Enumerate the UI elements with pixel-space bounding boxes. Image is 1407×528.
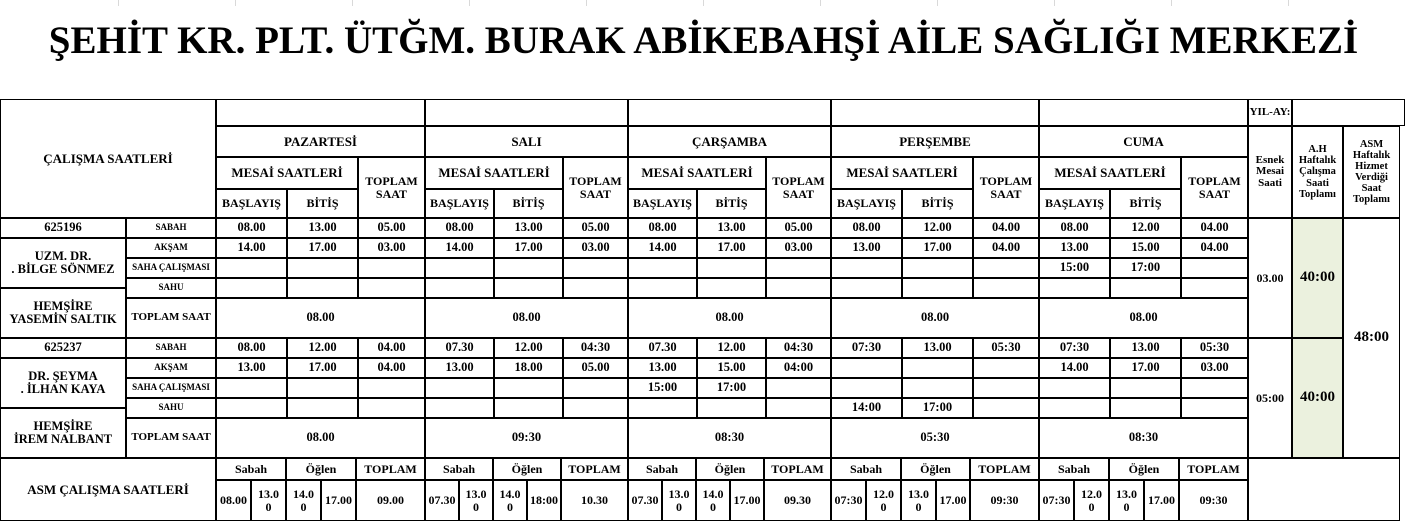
time-cell[interactable]: 13.00 bbox=[628, 358, 697, 378]
esnek-header[interactable]: Esnek Mesai Saati bbox=[1248, 126, 1292, 218]
baslayis-header[interactable]: BAŞLAYIŞ bbox=[628, 189, 697, 218]
asm-hour-cell[interactable]: 14.0 0 bbox=[696, 480, 730, 521]
time-cell[interactable]: 03.00 bbox=[358, 238, 425, 258]
time-cell[interactable] bbox=[563, 258, 628, 278]
time-cell[interactable] bbox=[697, 258, 766, 278]
day-total[interactable]: 08.00 bbox=[831, 298, 1039, 338]
time-cell[interactable]: 17:00 bbox=[697, 378, 766, 398]
time-cell[interactable]: 14.00 bbox=[216, 238, 287, 258]
nurse-name[interactable]: HEMŞİRE YASEMİN SALTIK bbox=[0, 288, 126, 338]
time-cell[interactable]: 12.00 bbox=[697, 338, 766, 358]
sabah-header[interactable]: Sabah bbox=[425, 458, 493, 480]
time-cell[interactable] bbox=[1110, 378, 1181, 398]
bitis-header[interactable]: BİTİŞ bbox=[287, 189, 358, 218]
time-cell[interactable] bbox=[697, 278, 766, 298]
time-cell[interactable]: 15:00 bbox=[628, 378, 697, 398]
time-cell[interactable] bbox=[902, 258, 973, 278]
oglen-header[interactable]: Öğlen bbox=[901, 458, 970, 480]
time-cell[interactable]: 08.00 bbox=[425, 218, 494, 238]
time-cell[interactable] bbox=[766, 378, 831, 398]
day-total[interactable]: 08.00 bbox=[216, 298, 425, 338]
time-cell[interactable]: 05:30 bbox=[973, 338, 1039, 358]
asm-hour-cell[interactable]: 13.0 0 bbox=[662, 480, 696, 521]
toplam-saat-header[interactable]: TOPLAM SAAT bbox=[766, 157, 831, 218]
time-cell[interactable] bbox=[1039, 378, 1110, 398]
time-cell[interactable]: 04:30 bbox=[563, 338, 628, 358]
sabah-header[interactable]: Sabah bbox=[831, 458, 901, 480]
time-cell[interactable] bbox=[831, 358, 902, 378]
time-cell[interactable] bbox=[831, 378, 902, 398]
time-cell[interactable] bbox=[1181, 378, 1248, 398]
time-cell[interactable] bbox=[216, 398, 287, 418]
time-cell[interactable]: 04.00 bbox=[1181, 218, 1248, 238]
day-header[interactable]: SALI bbox=[425, 126, 628, 157]
day-blank-header[interactable] bbox=[628, 99, 831, 126]
nurse-name[interactable]: HEMŞİRE İREM NALBANT bbox=[0, 408, 126, 458]
sabah-header[interactable]: Sabah bbox=[628, 458, 696, 480]
time-cell[interactable]: 13.00 bbox=[902, 338, 973, 358]
time-cell[interactable] bbox=[425, 398, 494, 418]
time-cell[interactable]: 17.00 bbox=[902, 238, 973, 258]
day-header[interactable]: PAZARTESİ bbox=[216, 126, 425, 157]
time-cell[interactable] bbox=[287, 278, 358, 298]
time-cell[interactable]: 17.00 bbox=[1110, 358, 1181, 378]
yil-ay-label[interactable]: YIL-AY: bbox=[1248, 99, 1292, 126]
time-cell[interactable] bbox=[628, 258, 697, 278]
time-cell[interactable]: 08.00 bbox=[216, 338, 287, 358]
time-cell[interactable] bbox=[1110, 278, 1181, 298]
mesai-saatleri-header[interactable]: MESAİ SAATLERİ bbox=[1039, 157, 1181, 189]
bitis-header[interactable]: BİTİŞ bbox=[697, 189, 766, 218]
day-blank-header[interactable] bbox=[425, 99, 628, 126]
gridline bbox=[235, 0, 236, 6]
ah-header[interactable]: A.H Haftalık Çalışma Saati Toplamı bbox=[1292, 126, 1343, 218]
time-cell[interactable]: 13.00 bbox=[1110, 338, 1181, 358]
doctor-name[interactable]: UZM. DR. . BİLGE SÖNMEZ bbox=[0, 238, 126, 288]
time-cell[interactable] bbox=[973, 258, 1039, 278]
time-cell[interactable]: 08.00 bbox=[1039, 218, 1110, 238]
asm-hour-cell[interactable]: 09.30 bbox=[764, 480, 831, 521]
time-cell[interactable]: 13.00 bbox=[216, 358, 287, 378]
time-cell[interactable]: 14:00 bbox=[831, 398, 902, 418]
time-cell[interactable] bbox=[628, 278, 697, 298]
time-cell[interactable] bbox=[287, 398, 358, 418]
asm-total[interactable]: 48:00 bbox=[1343, 218, 1400, 458]
time-cell[interactable]: 13.00 bbox=[1039, 238, 1110, 258]
gridline bbox=[586, 0, 587, 6]
time-cell[interactable]: 05:30 bbox=[1181, 338, 1248, 358]
asm-hours-blank[interactable] bbox=[1248, 458, 1400, 521]
time-cell[interactable]: 07:30 bbox=[1039, 338, 1110, 358]
gridline bbox=[1054, 0, 1055, 6]
ah-total[interactable]: 40:00 bbox=[1292, 338, 1343, 458]
time-cell[interactable]: 12.00 bbox=[287, 338, 358, 358]
day-total[interactable]: 08.00 bbox=[1039, 298, 1248, 338]
bitis-header[interactable]: BİTİŞ bbox=[902, 189, 973, 218]
time-cell[interactable] bbox=[1039, 278, 1110, 298]
time-cell[interactable] bbox=[494, 258, 563, 278]
row-label[interactable]: SAHU bbox=[126, 278, 216, 298]
asm-hour-cell[interactable]: 17.00 bbox=[730, 480, 764, 521]
asm-hour-cell[interactable]: 13.0 0 bbox=[1109, 480, 1144, 521]
time-cell[interactable]: 04.00 bbox=[358, 338, 425, 358]
asm-hour-cell[interactable]: 13.0 0 bbox=[251, 480, 286, 521]
time-cell[interactable]: 13.00 bbox=[494, 218, 563, 238]
mesai-saatleri-header[interactable]: MESAİ SAATLERİ bbox=[831, 157, 973, 189]
asm-hour-cell[interactable]: 08.00 bbox=[216, 480, 251, 521]
time-cell[interactable]: 14.00 bbox=[1039, 358, 1110, 378]
sabah-header[interactable]: Sabah bbox=[216, 458, 286, 480]
time-cell[interactable] bbox=[766, 278, 831, 298]
day-total[interactable]: 08:30 bbox=[1039, 418, 1248, 458]
asm-hour-cell[interactable]: 07:30 bbox=[1039, 480, 1074, 521]
toplam-header[interactable]: TOPLAM bbox=[1179, 458, 1248, 480]
oglen-header[interactable]: Öğlen bbox=[696, 458, 764, 480]
bitis-header[interactable]: BİTİŞ bbox=[1110, 189, 1181, 218]
gridline bbox=[352, 0, 353, 6]
asm-hour-cell[interactable]: 13.0 0 bbox=[459, 480, 493, 521]
time-cell[interactable]: 07.30 bbox=[425, 338, 494, 358]
time-cell[interactable]: 15.00 bbox=[697, 358, 766, 378]
time-cell[interactable]: 18.00 bbox=[494, 358, 563, 378]
day-blank-header[interactable] bbox=[831, 99, 1039, 126]
time-cell[interactable] bbox=[1181, 278, 1248, 298]
time-cell[interactable]: 12.00 bbox=[494, 338, 563, 358]
toplam-saat-header[interactable]: TOPLAM SAAT bbox=[358, 157, 425, 218]
time-cell[interactable] bbox=[628, 398, 697, 418]
time-cell[interactable]: 13.00 bbox=[697, 218, 766, 238]
mesai-saatleri-header[interactable]: MESAİ SAATLERİ bbox=[628, 157, 766, 189]
time-cell[interactable]: 04.00 bbox=[973, 218, 1039, 238]
asm-hour-cell[interactable]: 14.0 0 bbox=[286, 480, 321, 521]
asm-hour-cell[interactable]: 09.00 bbox=[356, 480, 425, 521]
time-cell[interactable]: 03.00 bbox=[766, 238, 831, 258]
baslayis-header[interactable]: BAŞLAYIŞ bbox=[425, 189, 494, 218]
page-title: ŞEHİT KR. PLT. ÜTĞM. BURAK ABİKEBAHŞİ AİLE SAĞLIĞI MERKEZİ bbox=[48, 19, 1359, 62]
time-cell[interactable] bbox=[902, 278, 973, 298]
time-cell[interactable]: 15:00 bbox=[1039, 258, 1110, 278]
toplam-saat-label[interactable]: TOPLAM SAAT bbox=[126, 298, 216, 338]
time-cell[interactable]: 13.00 bbox=[425, 358, 494, 378]
asm-hour-cell[interactable]: 07.30 bbox=[425, 480, 459, 521]
time-cell[interactable]: 15.00 bbox=[1110, 238, 1181, 258]
day-blank-header[interactable] bbox=[216, 99, 425, 126]
calisma-saatleri-header[interactable]: ÇALIŞMA SAATLERİ bbox=[0, 99, 216, 218]
time-cell[interactable] bbox=[216, 278, 287, 298]
time-cell[interactable]: 13.00 bbox=[287, 218, 358, 238]
day-header[interactable]: ÇARŞAMBA bbox=[628, 126, 831, 157]
asm-header[interactable]: ASM Haftalık Hizmet Verdiği Saat Toplamı bbox=[1343, 126, 1400, 218]
toplam-saat-header[interactable]: TOPLAM SAAT bbox=[1181, 157, 1248, 218]
time-cell[interactable] bbox=[494, 398, 563, 418]
time-cell[interactable]: 03.00 bbox=[563, 238, 628, 258]
ah-total[interactable]: 40:00 bbox=[1292, 218, 1343, 338]
toplam-saat-header[interactable]: TOPLAM SAAT bbox=[973, 157, 1039, 218]
time-cell[interactable]: 05.00 bbox=[563, 218, 628, 238]
time-cell[interactable]: 04:00 bbox=[766, 358, 831, 378]
staff-id[interactable]: 625196 bbox=[0, 218, 126, 238]
row-label[interactable]: AKŞAM bbox=[126, 358, 216, 378]
time-cell[interactable]: 04:30 bbox=[766, 338, 831, 358]
gridline bbox=[703, 0, 704, 6]
time-cell[interactable]: 03.00 bbox=[1181, 358, 1248, 378]
sabah-header[interactable]: Sabah bbox=[1039, 458, 1109, 480]
time-cell[interactable] bbox=[358, 258, 425, 278]
time-cell[interactable]: 08.00 bbox=[216, 218, 287, 238]
asm-hour-cell[interactable]: 07:30 bbox=[831, 480, 866, 521]
toplam-header[interactable]: TOPLAM bbox=[356, 458, 425, 480]
gridline bbox=[1171, 0, 1172, 6]
time-cell[interactable]: 17.00 bbox=[494, 238, 563, 258]
bitis-header[interactable]: BİTİŞ bbox=[494, 189, 563, 218]
time-cell[interactable] bbox=[1181, 398, 1248, 418]
toplam-header[interactable]: TOPLAM bbox=[970, 458, 1039, 480]
day-total[interactable]: 08.00 bbox=[628, 298, 831, 338]
toplam-header[interactable]: TOPLAM bbox=[764, 458, 831, 480]
time-cell[interactable] bbox=[425, 378, 494, 398]
time-cell[interactable]: 08.00 bbox=[831, 218, 902, 238]
day-header[interactable]: CUMA bbox=[1039, 126, 1248, 157]
time-cell[interactable] bbox=[216, 258, 287, 278]
time-cell[interactable] bbox=[973, 278, 1039, 298]
toplam-header[interactable]: TOPLAM bbox=[561, 458, 628, 480]
time-cell[interactable]: 14.00 bbox=[628, 238, 697, 258]
asm-hour-cell[interactable]: 17.00 bbox=[1144, 480, 1179, 521]
time-cell[interactable]: 05.00 bbox=[563, 358, 628, 378]
row-label[interactable]: SAHU bbox=[126, 398, 216, 418]
time-cell[interactable] bbox=[563, 278, 628, 298]
asm-hours-label[interactable]: ASM ÇALIŞMA SAATLERİ bbox=[0, 458, 216, 521]
time-cell[interactable] bbox=[831, 258, 902, 278]
asm-hour-cell[interactable]: 09:30 bbox=[970, 480, 1039, 521]
time-cell[interactable] bbox=[425, 278, 494, 298]
asm-hour-cell[interactable]: 07.30 bbox=[628, 480, 662, 521]
day-header[interactable]: PERŞEMBE bbox=[831, 126, 1039, 157]
day-total[interactable]: 08:30 bbox=[628, 418, 831, 458]
time-cell[interactable] bbox=[902, 358, 973, 378]
time-cell[interactable]: 04.00 bbox=[1181, 238, 1248, 258]
gridline bbox=[820, 0, 821, 6]
asm-hour-cell[interactable]: 13.0 0 bbox=[901, 480, 936, 521]
asm-hour-cell[interactable]: 09:30 bbox=[1179, 480, 1248, 521]
time-cell[interactable] bbox=[1181, 258, 1248, 278]
time-cell[interactable]: 08.00 bbox=[628, 218, 697, 238]
oglen-header[interactable]: Öğlen bbox=[286, 458, 356, 480]
gridline bbox=[937, 0, 938, 6]
time-cell[interactable] bbox=[563, 378, 628, 398]
asm-hour-cell[interactable]: 17.00 bbox=[936, 480, 970, 521]
toplam-saat-label[interactable]: TOPLAM SAAT bbox=[126, 418, 216, 458]
time-cell[interactable]: 05.00 bbox=[358, 218, 425, 238]
time-cell[interactable] bbox=[494, 378, 563, 398]
time-cell[interactable]: 04.00 bbox=[973, 238, 1039, 258]
time-cell[interactable] bbox=[766, 398, 831, 418]
day-total[interactable]: 08.00 bbox=[216, 418, 425, 458]
time-cell[interactable] bbox=[216, 378, 287, 398]
time-cell[interactable] bbox=[1039, 398, 1110, 418]
asm-hour-cell[interactable]: 12.0 0 bbox=[866, 480, 901, 521]
time-cell[interactable] bbox=[494, 278, 563, 298]
gridline bbox=[1288, 0, 1289, 6]
time-cell[interactable] bbox=[902, 378, 973, 398]
time-cell[interactable]: 14.00 bbox=[425, 238, 494, 258]
time-cell[interactable]: 17.00 bbox=[287, 238, 358, 258]
time-cell[interactable] bbox=[973, 358, 1039, 378]
row-label[interactable]: SABAH bbox=[126, 338, 216, 358]
row-label[interactable]: SABAH bbox=[126, 218, 216, 238]
baslayis-header[interactable]: BAŞLAYIŞ bbox=[1039, 189, 1110, 218]
time-cell[interactable]: 13.00 bbox=[831, 238, 902, 258]
gridline bbox=[118, 0, 119, 6]
gridline bbox=[469, 0, 470, 6]
day-total[interactable]: 09:30 bbox=[425, 418, 628, 458]
asm-hour-cell[interactable]: 12.0 0 bbox=[1074, 480, 1109, 521]
oglen-header[interactable]: Öğlen bbox=[1109, 458, 1179, 480]
time-cell[interactable] bbox=[563, 398, 628, 418]
time-cell[interactable] bbox=[358, 278, 425, 298]
mesai-saatleri-header[interactable]: MESAİ SAATLERİ bbox=[425, 157, 563, 189]
time-cell[interactable]: 17.00 bbox=[697, 238, 766, 258]
time-cell[interactable] bbox=[287, 378, 358, 398]
time-cell[interactable] bbox=[425, 258, 494, 278]
time-cell[interactable]: 12.00 bbox=[1110, 218, 1181, 238]
time-cell[interactable] bbox=[766, 258, 831, 278]
time-cell[interactable]: 05.00 bbox=[766, 218, 831, 238]
time-cell[interactable] bbox=[831, 278, 902, 298]
time-cell[interactable]: 07:30 bbox=[831, 338, 902, 358]
time-cell[interactable] bbox=[973, 398, 1039, 418]
time-cell[interactable]: 07.30 bbox=[628, 338, 697, 358]
time-cell[interactable] bbox=[697, 398, 766, 418]
time-cell[interactable]: 04.00 bbox=[358, 358, 425, 378]
yil-ay-value[interactable] bbox=[1292, 99, 1405, 126]
asm-hour-cell[interactable]: 18:00 bbox=[527, 480, 561, 521]
toplam-saat-header[interactable]: TOPLAM SAAT bbox=[563, 157, 628, 218]
esnek-value[interactable]: 03.00 bbox=[1248, 218, 1292, 338]
day-blank-header[interactable] bbox=[1039, 99, 1248, 126]
time-cell[interactable] bbox=[1110, 398, 1181, 418]
time-cell[interactable]: 17:00 bbox=[902, 398, 973, 418]
row-label[interactable]: SAHA ÇALIŞMASI bbox=[126, 378, 216, 398]
asm-hour-cell[interactable]: 17.00 bbox=[321, 480, 356, 521]
time-cell[interactable] bbox=[287, 258, 358, 278]
mesai-saatleri-header[interactable]: MESAİ SAATLERİ bbox=[216, 157, 358, 189]
baslayis-header[interactable]: BAŞLAYIŞ bbox=[831, 189, 902, 218]
time-cell[interactable] bbox=[358, 398, 425, 418]
time-cell[interactable]: 17:00 bbox=[1110, 258, 1181, 278]
time-cell[interactable]: 17.00 bbox=[287, 358, 358, 378]
row-label[interactable]: AKŞAM bbox=[126, 238, 216, 258]
asm-hour-cell[interactable]: 14.0 0 bbox=[493, 480, 527, 521]
time-cell[interactable] bbox=[973, 378, 1039, 398]
asm-hour-cell[interactable]: 10.30 bbox=[561, 480, 628, 521]
row-label[interactable]: SAHA ÇALIŞMASI bbox=[126, 258, 216, 278]
baslayis-header[interactable]: BAŞLAYIŞ bbox=[216, 189, 287, 218]
time-cell[interactable] bbox=[358, 378, 425, 398]
staff-id[interactable]: 625237 bbox=[0, 338, 126, 358]
day-total[interactable]: 05:30 bbox=[831, 418, 1039, 458]
esnek-value[interactable]: 05:00 bbox=[1248, 338, 1292, 458]
time-cell[interactable]: 12.00 bbox=[902, 218, 973, 238]
doctor-name[interactable]: DR. ŞEYMA . İLHAN KAYA bbox=[0, 358, 126, 408]
day-total[interactable]: 08.00 bbox=[425, 298, 628, 338]
oglen-header[interactable]: Öğlen bbox=[493, 458, 561, 480]
